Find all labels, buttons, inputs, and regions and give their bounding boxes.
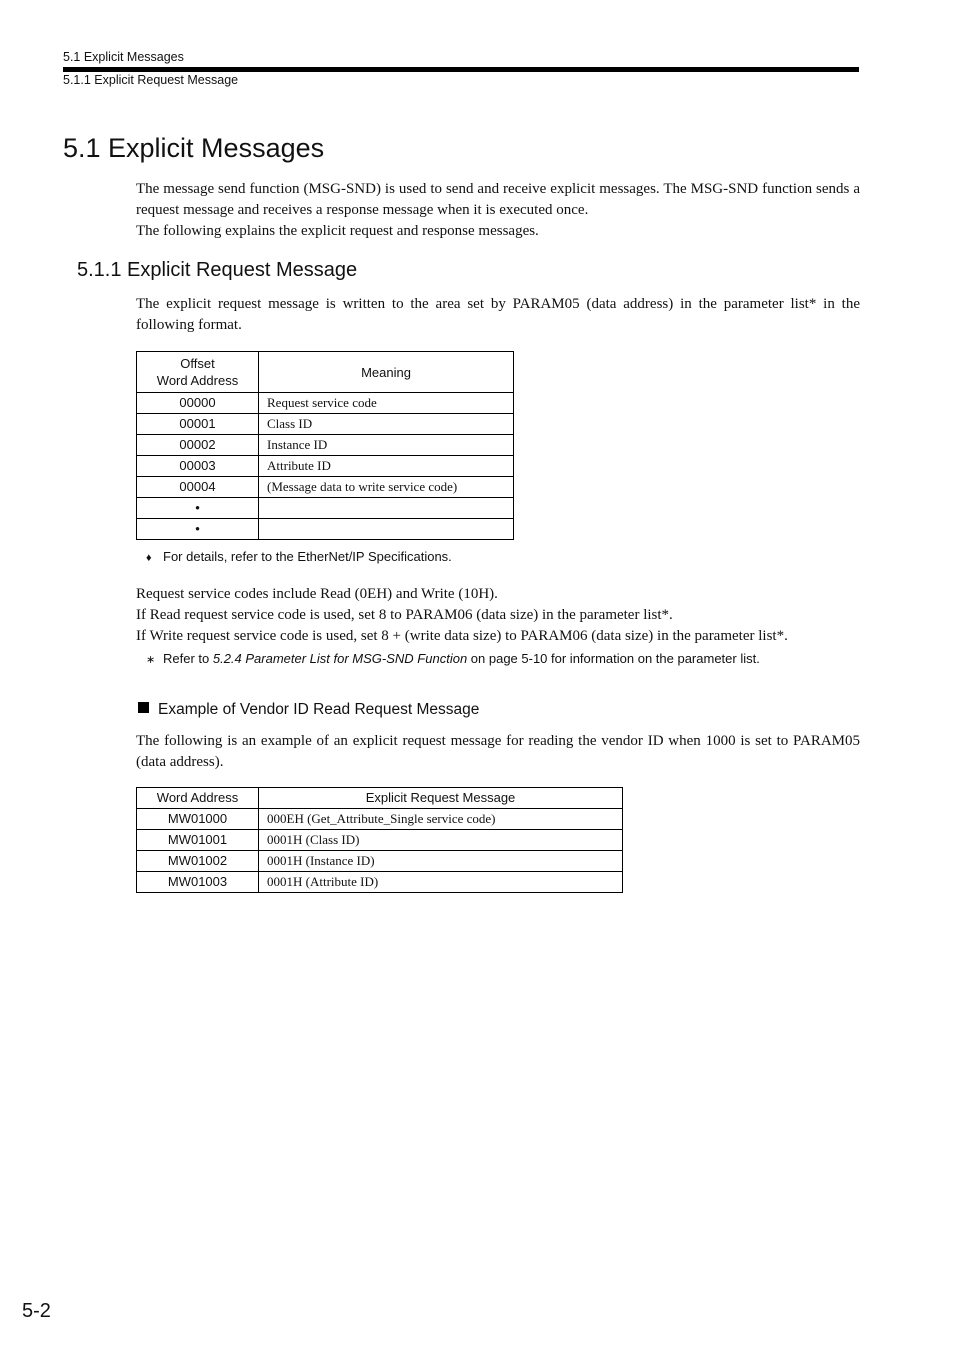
table-cell-message: 000EH (Get_Attribute_Single service code) [259,809,623,830]
table-cell-word-address: MW01001 [137,830,259,851]
table-header-meaning: Meaning [259,352,514,393]
table-header-row [137,788,623,809]
table-cell-meaning: (Message data to write service code) [259,477,514,498]
table-cell-message: 0001H (Instance ID) [259,851,623,872]
example-intro-paragraph: The following is an example of an explicit request message for reading the vendor ID when 1000 is set to PARAM05 (data address). [136,733,860,770]
table-row [137,477,514,498]
service-codes-paragraph [136,584,860,647]
table-row [137,809,623,830]
table-row [137,393,514,414]
intro-paragraph [136,179,860,242]
table-row [137,872,623,893]
table-cell-meaning: Request service code [259,393,514,414]
header-rule [63,67,859,72]
table-cell-offset: 00001 [137,414,259,435]
intro-line-2: The following explains the explicit request and response messages. [136,223,539,239]
table-cell-word-address: MW01003 [137,872,259,893]
table-cell-meaning: Attribute ID [259,456,514,477]
table-row [137,435,514,456]
table-cell-word-address: MW01002 [137,851,259,872]
table-cell-offset: • [137,519,259,540]
table-header-row [137,352,514,393]
table-cell-offset: 00003 [137,456,259,477]
running-header-subsection: 5.1.1 Explicit Request Message [63,73,239,87]
table-row [137,414,514,435]
table-header-word-address: Word Address [137,788,259,809]
table-row [137,519,514,540]
intro-line-1: The message send function (MSG-SND) is used to send and receive explicit messages. The MSG-SND function sends a request message and receives a response message when it is executed once. [136,181,860,218]
details-note-text: For details, refer to the EtherNet/IP Specifications. [163,549,452,564]
table-cell-meaning: Class ID [259,414,514,435]
example-heading-text: Example of Vendor ID Read Request Message [158,701,480,718]
example-heading [138,701,479,719]
table-header-explicit-request-message: Explicit Request Message [259,788,623,809]
codes-line-2: If Read request service code is used, set 8 to PARAM06 (data size) in the parameter list*. [136,607,673,623]
parameter-list-note: ∗ Refer to 5.2.4 Parameter List for MSG-SND Function on page 5-10 for information on the parameter list. [146,651,760,666]
cross-reference-link[interactable]: 5.2.4 Parameter List for MSG-SND Function [212,651,468,666]
codes-line-1: Request service codes include Read (0EH) and Write (10H). [136,586,498,602]
table-row [137,456,514,477]
table-cell-offset: • [137,498,259,519]
example-message-table [136,787,623,893]
table-cell-meaning [259,498,514,519]
table-row [137,498,514,519]
running-header-section: 5.1 Explicit Messages [63,50,184,64]
table-cell-offset: 00004 [137,477,259,498]
details-note [146,549,452,564]
table-cell-meaning: Instance ID [259,435,514,456]
table-cell-offset: 00000 [137,393,259,414]
request-message-table [136,351,514,540]
table-row [137,851,623,872]
diamond-bullet-icon: ♦ [146,552,152,564]
subsection-title: 5.1.1 Explicit Request Message [77,259,358,281]
table-cell-message: 0001H (Class ID) [259,830,623,851]
square-bullet-icon [138,702,149,713]
table-header-offset: Offset Word Address [137,352,259,393]
asterisk-icon: ∗ [146,654,156,666]
codes-line-3: If Write request service code is used, set 8 + (write data size) to PARAM06 (data size) in the parameter list*. [136,628,788,644]
section-title: 5.1 Explicit Messages [63,133,325,163]
table-cell-meaning [259,519,514,540]
request-intro-paragraph: The explicit request message is written to the area set by PARAM05 (data address) in the parameter list* in the following format. [136,296,860,333]
table-cell-message: 0001H (Attribute ID) [259,872,623,893]
table-cell-offset: 00002 [137,435,259,456]
page-number: 5-2 [22,1300,51,1322]
table-cell-word-address: MW01000 [137,809,259,830]
table-row [137,830,623,851]
